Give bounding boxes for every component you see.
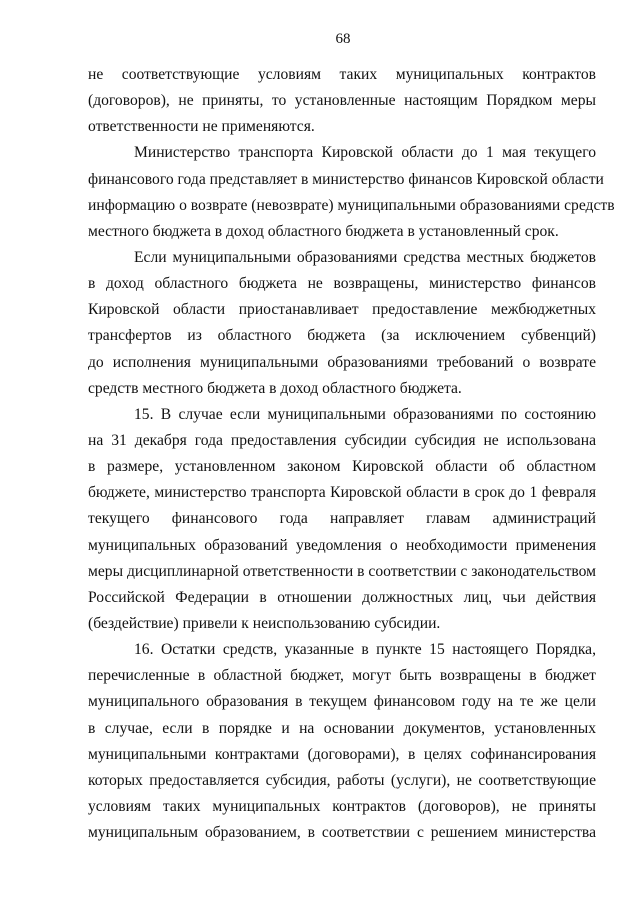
text-line: (бездействие) привели к неиспользованию субсидии. bbox=[88, 614, 441, 632]
text-line: ответственности не применяются. bbox=[88, 118, 315, 136]
text-line: муниципальными контрактами (договорами), в целях софинансирования bbox=[88, 745, 596, 763]
text-line: условиям таких муниципальных контрактов (договоров), не приняты bbox=[88, 797, 596, 815]
text-line: Министерство транспорта Кировской области до 1 мая текущего bbox=[134, 144, 596, 162]
text-line: трансфертов из областного бюджета (за исключением субвенций) bbox=[88, 327, 596, 345]
text-line: меры дисциплинарной ответственности в соответствии с законодательством bbox=[88, 562, 597, 580]
text-line: в размере, установленном законом Кировской области об областном bbox=[88, 458, 596, 476]
text-line: на 31 декабря года предоставления субсидии субсидия не использована bbox=[88, 431, 596, 449]
page-number: 68 bbox=[335, 31, 351, 47]
text-line: средств местного бюджета в доход областного бюджета. bbox=[88, 379, 462, 397]
text-line: Кировской области приостанавливает предоставление межбюджетных bbox=[88, 301, 596, 319]
text-line: муниципальных образований уведомления о необходимости применения bbox=[88, 536, 596, 554]
paragraph bbox=[88, 245, 596, 402]
text-line: 15. В случае если муниципальными образованиями по состоянию bbox=[134, 405, 596, 423]
text-line: в случае, если в порядке и на основании документов, установленных bbox=[88, 719, 596, 737]
text-line: (договоров), не приняты, то установленные настоящим Порядком меры bbox=[88, 92, 596, 110]
document-body bbox=[88, 62, 615, 846]
text-line: местного бюджета в доход областного бюджета в установленный срок. bbox=[88, 222, 559, 240]
text-line: текущего финансового года направляет главам администраций bbox=[88, 510, 596, 528]
text-line: перечисленные в областной бюджет, могут быть возвращены в бюджет bbox=[88, 667, 596, 685]
text-line: муниципальным образованием, в соответствии с решением министерства bbox=[88, 824, 596, 842]
text-line: информацию о возврате (невозврате) муниципальными образованиями средств bbox=[88, 196, 615, 214]
paragraph bbox=[88, 402, 596, 637]
text-line: которых предоставляется субсидия, работы (услуги), не соответствующие bbox=[88, 771, 596, 789]
text-line: в доход областного бюджета не возвращены, министерство финансов bbox=[88, 275, 596, 293]
text-line: финансового года представляет в министерство финансов Кировской области bbox=[88, 170, 604, 188]
paragraph bbox=[88, 62, 596, 140]
text-line: Если муниципальными образованиями средства местных бюджетов bbox=[134, 248, 596, 266]
text-line: не соответствующие условиям таких муниципальных контрактов bbox=[88, 66, 596, 83]
paragraph bbox=[88, 637, 596, 846]
text-line: муниципального образования в текущем финансовом году на те же цели bbox=[88, 693, 596, 711]
text-line: бюджете, министерство транспорта Кировской области в срок до 1 февраля bbox=[88, 484, 596, 502]
text-line: Российской Федерации в отношении должностных лиц, чьи действия bbox=[88, 588, 596, 606]
text-line: 16. Остатки средств, указанные в пункте 15 настоящего Порядка, bbox=[134, 641, 596, 659]
text-line: до исполнения муниципальными образованиями требований о возврате bbox=[88, 353, 596, 371]
paragraph bbox=[88, 140, 615, 245]
